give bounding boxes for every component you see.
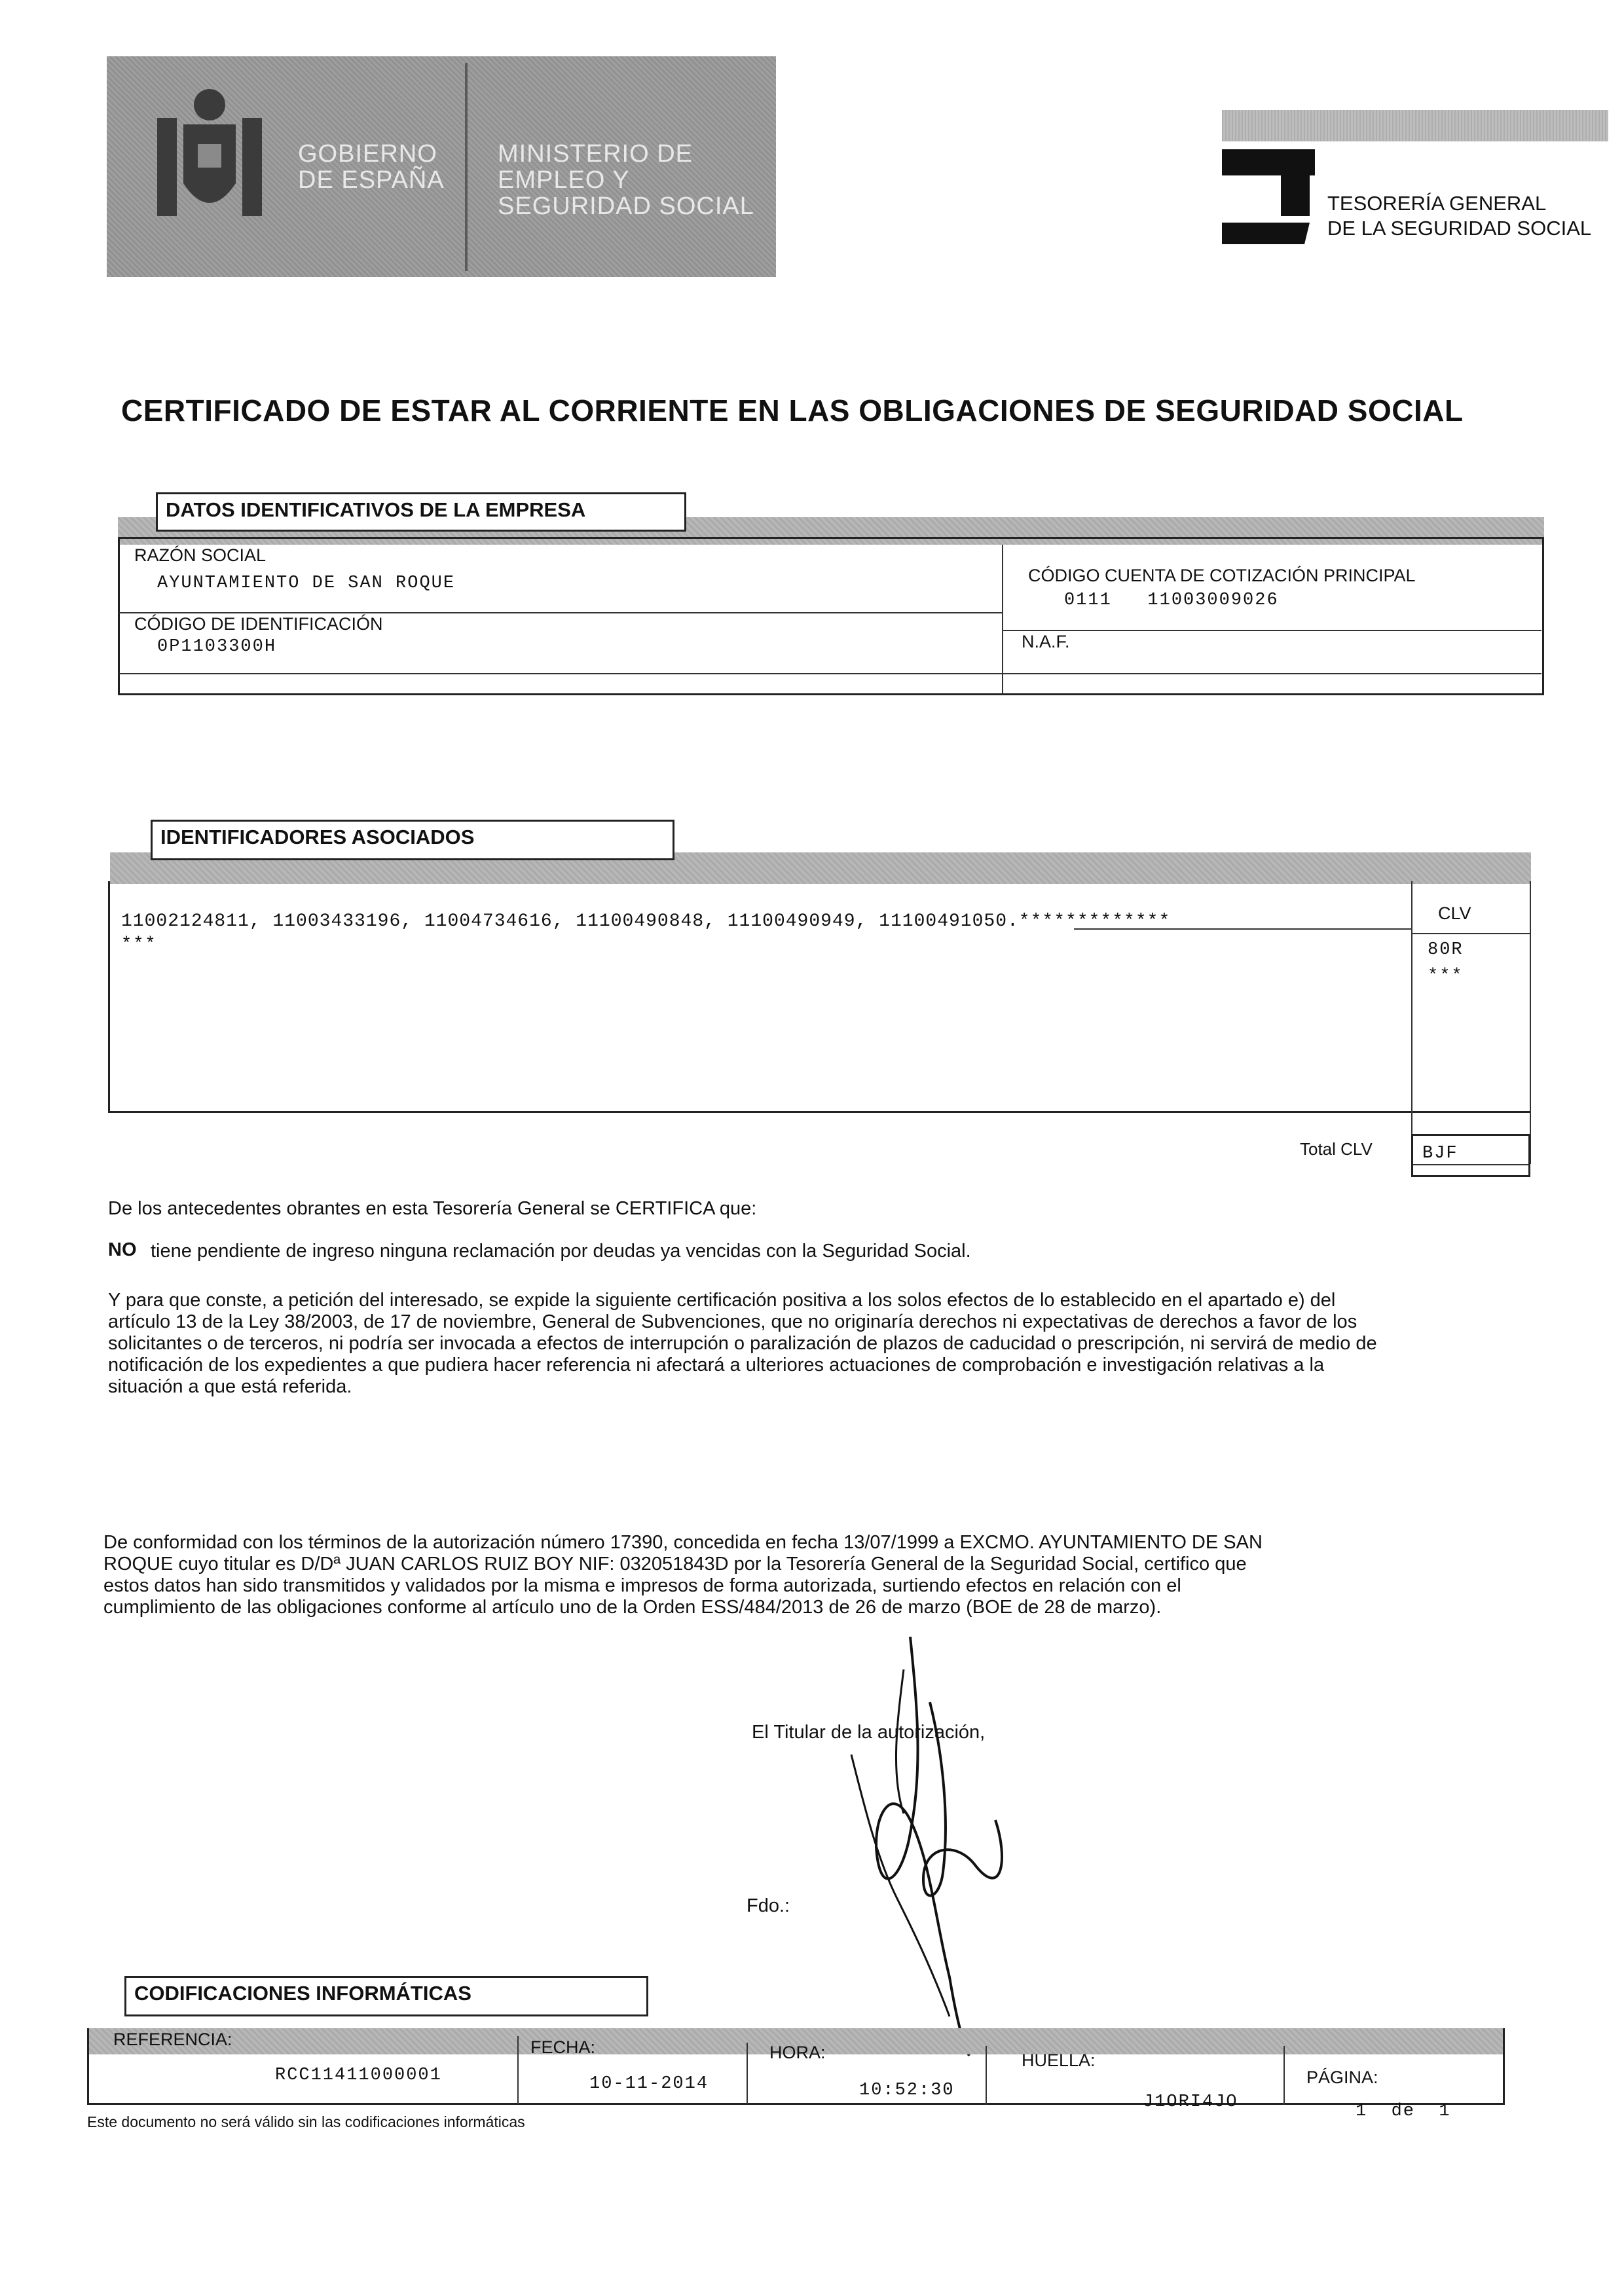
logo-divider — [465, 63, 468, 271]
paragraph-1-line-1: Y para que conste, a petición del interesado, se expide la siguiente certificación positiva a los solos efectos de lo establecido en el apartado e) del — [108, 1290, 1336, 1311]
cod-divider-2 — [747, 2043, 748, 2104]
codigo-cuenta-value: 0111 11003009026 — [1064, 591, 1279, 610]
tgss-name — [1327, 191, 1591, 241]
hora-value: 10:52:30 — [859, 2081, 955, 2100]
coat-of-arms-icon — [138, 79, 282, 242]
pagina-label: PÁGINA: — [1306, 2068, 1378, 2087]
pagina-value: 1 de 1 — [1356, 2102, 1451, 2121]
empresa-row-divider-right — [1003, 630, 1541, 631]
tgss-line-2: DE LA SEGURIDAD SOCIAL — [1327, 217, 1592, 240]
footer-note: Este documento no será válido sin las codificaciones informáticas — [87, 2113, 525, 2130]
empresa-col-divider — [1002, 545, 1003, 694]
naf-label: N.A.F. — [1022, 632, 1070, 651]
cod-divider-4 — [1283, 2046, 1285, 2105]
tgss-line-1: TESORERÍA GENERAL — [1327, 192, 1547, 215]
paragraph-1-line-2: artículo 13 de la Ley 38/2003, de 17 de noviembre, General de Subvenciones, que no originaría derechos ni expectativas de derechos a favor de los — [108, 1311, 1357, 1332]
razon-social-label: RAZÓN SOCIAL — [134, 545, 267, 565]
fdo-label: Fdo.: — [747, 1895, 790, 1916]
empresa-row-divider-left — [119, 612, 1002, 613]
paragraph-2-line-1: De conformidad con los términos de la autorización número 17390, concedida en fecha 13/07/1999 a EXCMO. AYUNTAMIENTO DE SAN — [103, 1532, 1263, 1553]
document-title: CERTIFICADO DE ESTAR AL CORRIENTE EN LAS OBLIGACIONES DE SEGURIDAD SOCIAL — [121, 393, 1464, 428]
razon-social-value: AYUNTAMIENTO DE SAN ROQUE — [157, 574, 456, 593]
huella-label: HUELLA: — [1022, 2050, 1096, 2070]
clv-header-line — [1411, 933, 1530, 934]
paragraph-2-line-3: estos datos han sido transmitidos y validados por la misma e impresos de forma autorizada, surtiendo efectos en relación con el — [103, 1575, 1181, 1596]
clv-value-2: *** — [1428, 966, 1464, 986]
codigo-identificacion-value: 0P1103300H — [157, 637, 277, 657]
paragraph-1-line-4: notificación de los expedientes a que pudiera hacer referencia ni afectará a ulteriores actuaciones de comprobación e investigación relativas a la — [108, 1355, 1325, 1376]
cod-divider-1 — [517, 2036, 519, 2104]
codigo-identificacion-label: CÓDIGO DE IDENTIFICACIÓN — [134, 614, 383, 634]
identificadores-section-title: IDENTIFICADORES ASOCIADOS — [151, 820, 674, 860]
cod-divider-3 — [986, 2046, 987, 2105]
codificaciones-section-title: CODIFICACIONES INFORMÁTICAS — [124, 1976, 648, 2016]
empresa-bottom-line — [119, 673, 1541, 674]
certifica-paragraph-2 — [103, 1532, 1518, 1618]
no-label: NO — [108, 1239, 137, 1260]
empresa-section-title: DATOS IDENTIFICATIVOS DE LA EMPRESA — [156, 492, 686, 532]
total-clv-value: BJF — [1422, 1144, 1458, 1163]
fecha-label: FECHA: — [530, 2037, 596, 2057]
clv-col-divider — [1411, 881, 1412, 1164]
codigo-cuenta-label: CÓDIGO CUENTA DE COTIZACIÓN PRINCIPAL — [1028, 566, 1416, 585]
total-clv-label: Total CLV — [1300, 1139, 1373, 1159]
no-text: tiene pendiente de ingreso ninguna reclamación por deudas ya vencidas con la Seguridad Social. — [151, 1241, 971, 1262]
tgss-logo-icon — [1222, 149, 1320, 244]
identificadores-list-cont: *** — [121, 935, 157, 955]
handwritten-signature — [812, 1624, 1048, 2069]
paragraph-2-line-2: ROQUE cuyo titular es D/Dª JUAN CARLOS RUIZ BOY NIF: 032051843D por la Tesorería General de la Seguridad Social, certifico que — [103, 1554, 1247, 1575]
referencia-label: REFERENCIA: — [113, 2030, 232, 2049]
huella-value: J1ORI4JO — [1143, 2092, 1238, 2112]
paragraph-1-line-5: situación a que está referida. — [108, 1376, 352, 1397]
clv-header: CLV — [1438, 903, 1471, 923]
ministerio-text: MINISTERIO DE EMPLEO Y SEGURIDAD SOCIAL — [498, 140, 754, 220]
paragraph-2-line-4: cumplimiento de las obligaciones conforme al artículo uno de la Orden ESS/484/2013 de 26 de marzo (BOE de 28 de marzo). — [103, 1597, 1162, 1618]
fecha-value: 10-11-2014 — [589, 2074, 709, 2094]
paragraph-1-line-3: solicitantes o de terceros, ni podría ser invocada a efectos de interrupción o paralización de plazos de caducidad o prescripción, ni servirá de medio de — [108, 1333, 1377, 1354]
clv-value-1: 80R — [1428, 940, 1464, 960]
titular-label: El Titular de la autorización, — [752, 1722, 986, 1743]
tgss-header-band — [1222, 110, 1608, 141]
clv-col-right — [1530, 881, 1531, 1164]
hora-label: HORA: — [769, 2043, 826, 2062]
certifica-intro: De los antecedentes obrantes en esta Tesorería General se CERTIFICA que: — [108, 1198, 757, 1219]
gobierno-text: GOBIERNO DE ESPAÑA — [298, 140, 445, 194]
referencia-value: RCC11411000001 — [275, 2066, 442, 2085]
certifica-paragraph-1 — [108, 1290, 1522, 1398]
identificadores-list: 11002124811, 11003433196, 11004734616, 11100490848, 11100490949, 11100491050.************* — [121, 911, 1171, 932]
